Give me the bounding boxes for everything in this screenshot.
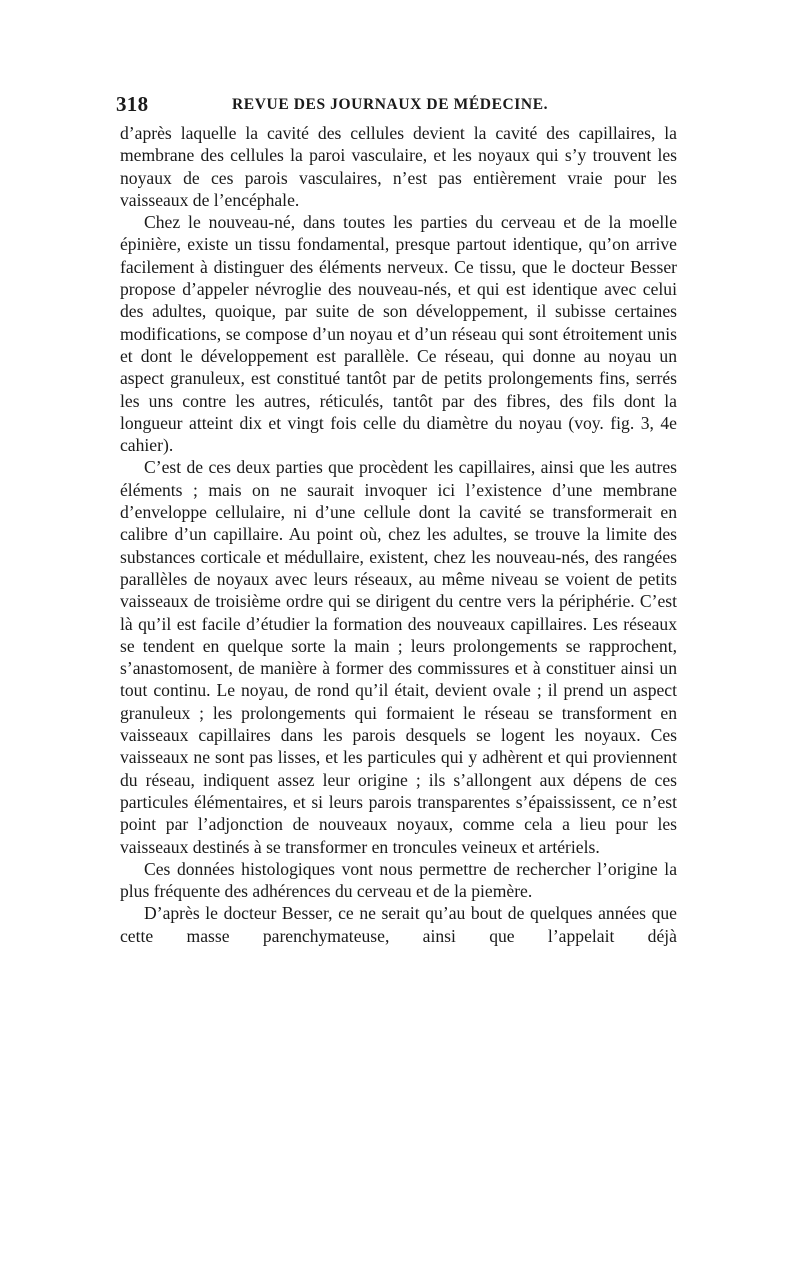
paragraph-adherences: Ces données histologiques vont nous permettre de rechercher l’origine la plus fréquente des adhérences du cerveau et de la piemère. [120,858,677,902]
paragraph-besser: D’après le docteur Besser, ce ne serait qu’au bout de quelques années que cette masse parenchymateuse, ainsi que l’appelait déjà [120,903,677,946]
paragraph-continuation: d’après laquelle la cavité des cellules devient la cavité des capillaires, la membrane des cellules la paroi vasculaire, et les noyaux qui s’y trouvent les noyaux de ces parois vasculaires, n’est pas entièrement vraie pour les vaisseaux de l’encéphale. [120,123,677,210]
journal-title: REVUE DES JOURNAUX DE MÉDECINE. [232,96,549,113]
body-text [120,122,677,947]
paragraph-capillaires: C’est de ces deux parties que procèdent les capillaires, ainsi que les autres éléments ; mais on ne saurait invoquer ici l’existence d’une membrane d’enveloppe cellulaire, ni d’une cellule dont la cavité se transformerait en calibre d’un capillaire. Au point où, chez les adultes, se trouve la limite des substances corticale et médullaire, existent, chez les nouveau-nés, des rangées parallèles de noyaux avec leurs réseaux, au même niveau se voient de petits vaisseaux de troisième ordre qui se dirigent du centre vers la périphérie. C’est là qu’il est facile d’étudier la formation des nouveaux capillaires. Les réseaux se tendent en quelque sorte la main ; leurs prolongements se rapprochent, s’anastomosent, de manière à former des commissures et à constituer ainsi un tout continu. Le noyau, de rond qu’il était, devient ovale ; il prend un aspect granuleux ; les prolongements qui formaient le réseau se transforment en vaisseaux capillaires dans les parois desquels se logent les noyaux. Ces vaisseaux ne sont pas lisses, et les particules qui y adhèrent et qui proviennent du réseau, indiquent assez leur origine ; ils s’allongent aux dépens de ces particules élémentaires, et si leurs parois transparentes s’épaississent, ce n’est point par l’adjonction de nouveaux noyaux, comme cela a lieu pour les vaisseaux destinés à se transformer en troncules veineux et artériels. [120,457,677,857]
paragraph-nevroglie: Chez le nouveau-né, dans toutes les parties du cerveau et de la moelle épinière, existe un tissu fondamental, presque partout identique, qu’on arrive facilement à distinguer des éléments nerveux. Ce tissu, que le docteur Besser propose d’appeler névroglie des nouveau-nés, et qui est identique avec celui des adultes, quoique, par suite de son développement, il subisse certaines modifications, se compose d’un noyau et d’un réseau qui sont étroitement unis et dont le développement est parallèle. Ce réseau, qui donne au noyau un aspect granuleux, est constitué tantôt par de petits prolongements fins, serrés les uns contre les autres, réticulés, tantôt par des fibres, des fils dont la longueur atteint dix et vingt fois celle du diamètre du noyau (voy. fig. 3, 4e cahier). [120,212,677,456]
page-number: 318 [116,92,149,116]
book-page [116,92,677,947]
running-head [116,92,677,122]
